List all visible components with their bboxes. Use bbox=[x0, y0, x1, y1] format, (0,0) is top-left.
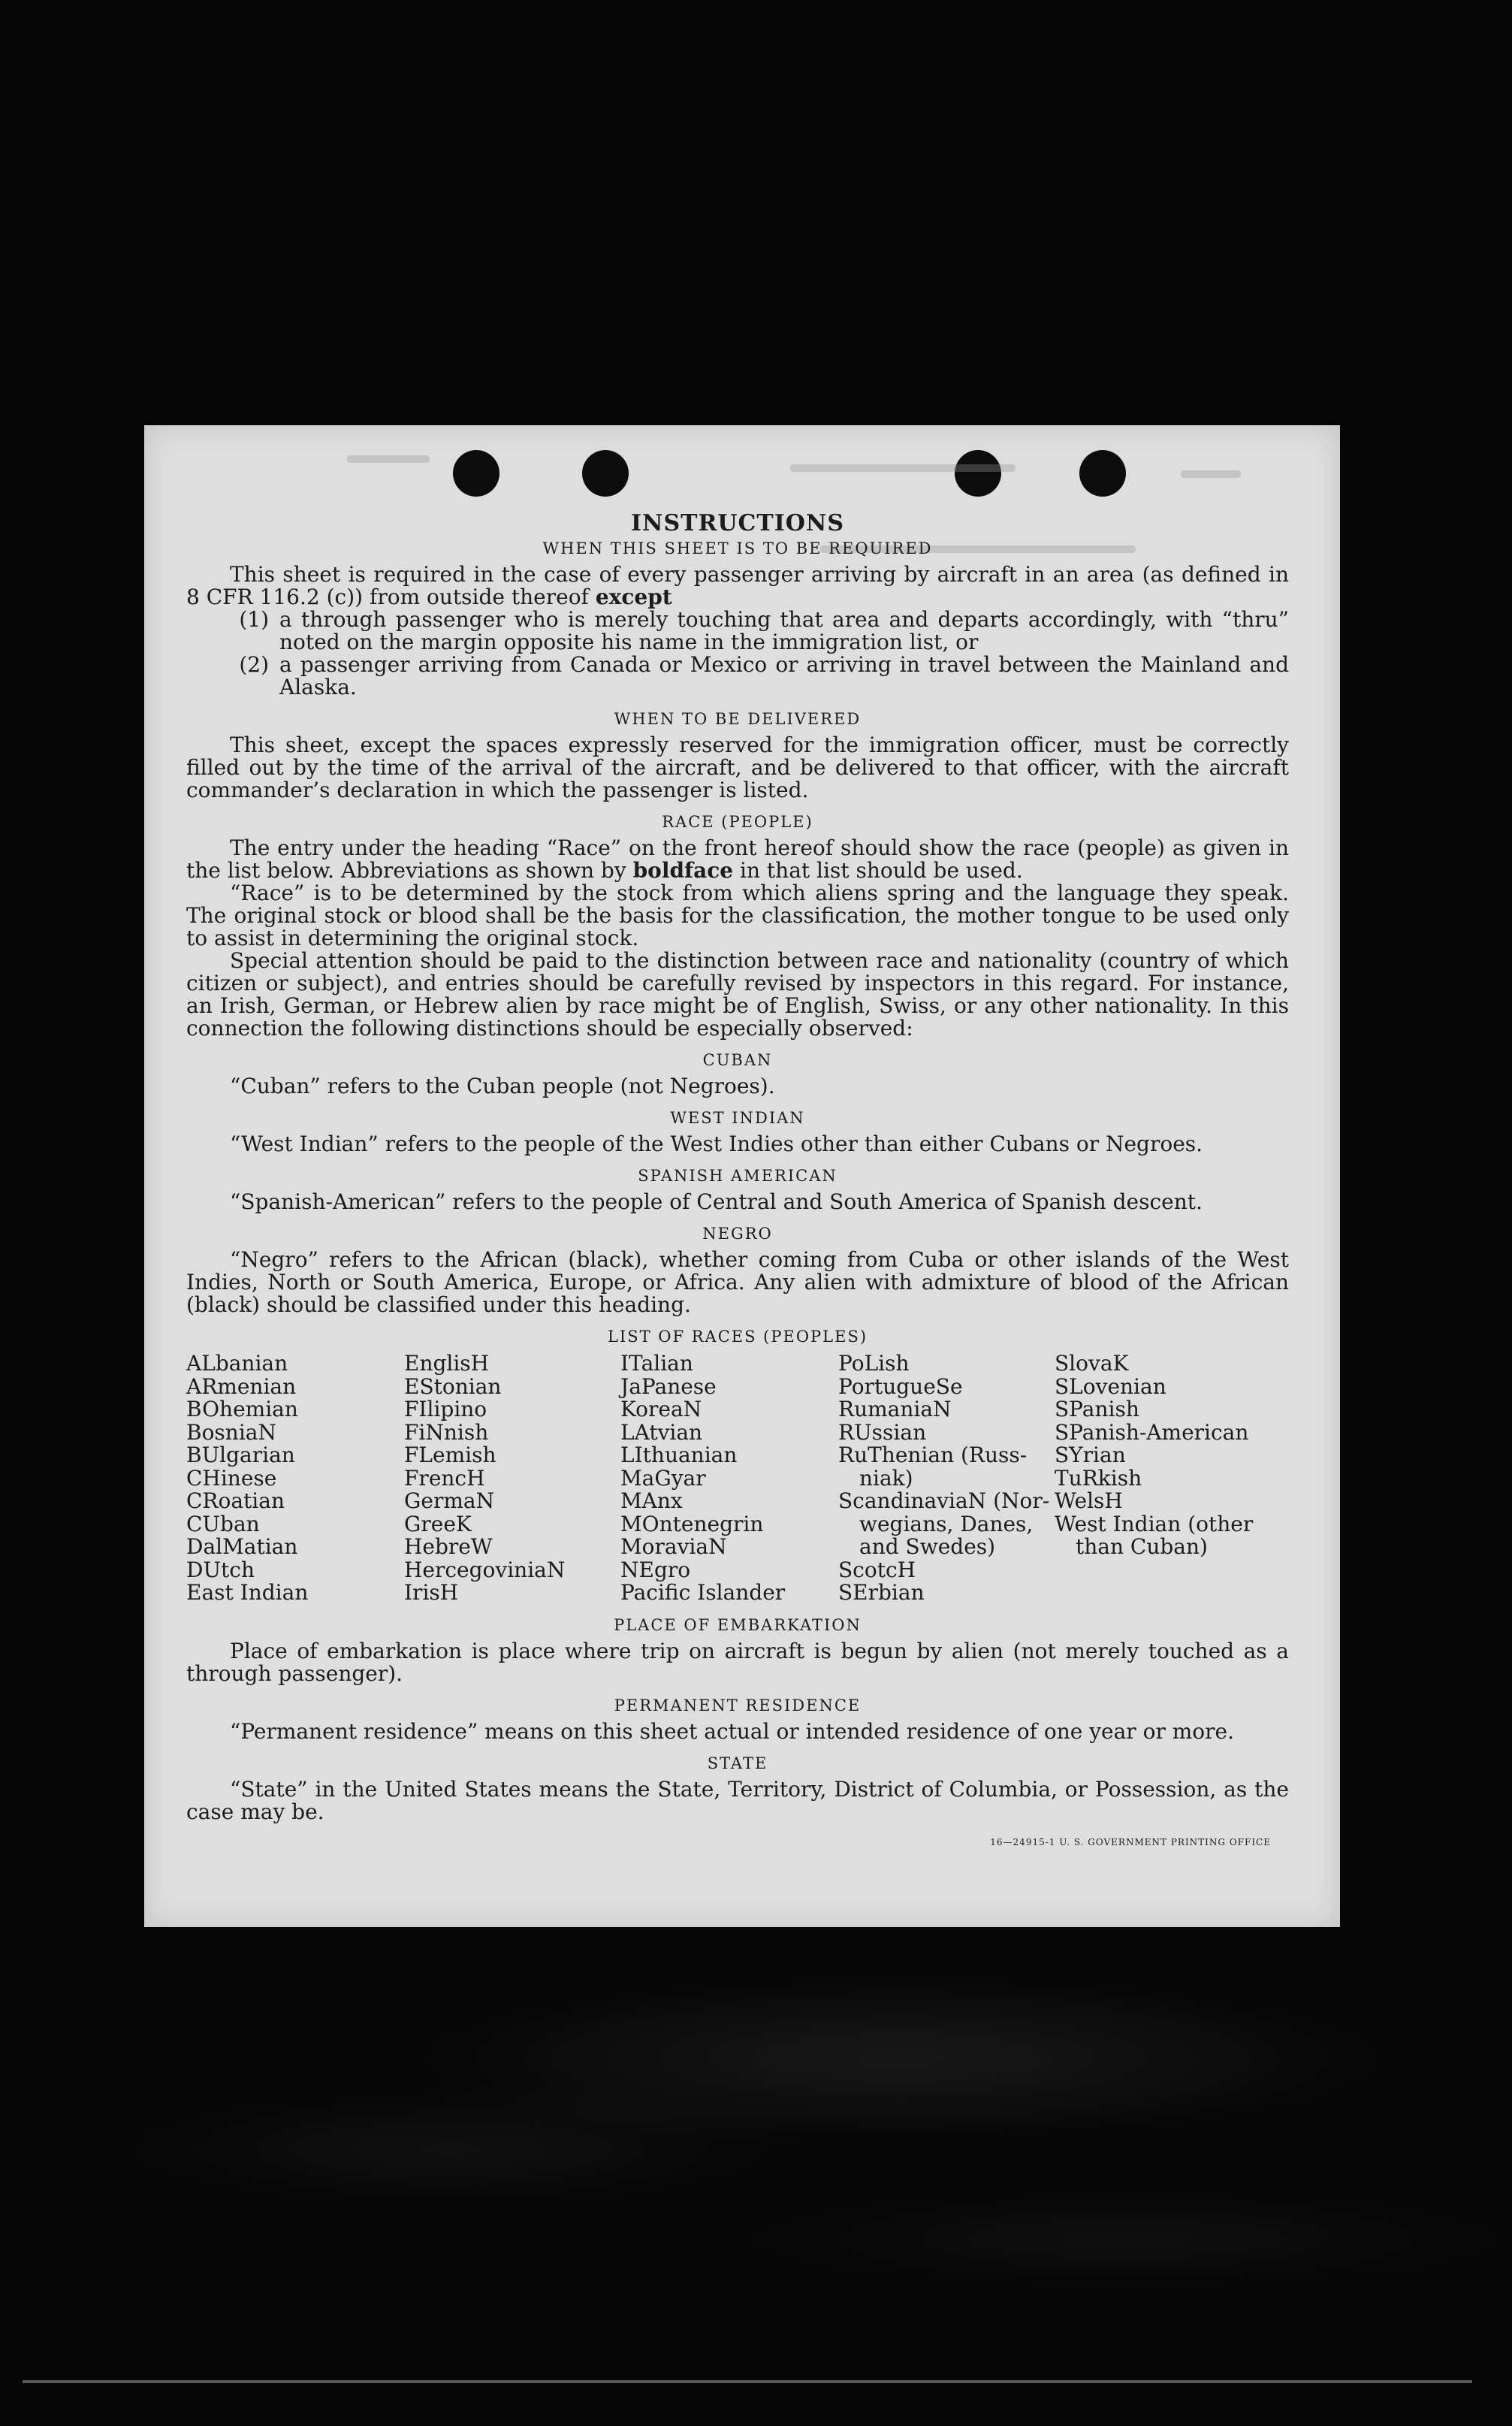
punch-hole bbox=[955, 450, 1001, 497]
race-entry: GreeK bbox=[404, 1511, 472, 1536]
paragraph: This sheet is required in the case of every passenger arriving by aircraft in an area (as defined in 8 CFR 116.2 (c)) from outside thereof except bbox=[186, 562, 1289, 609]
paragraph: This sheet, except the spaces expressly reserved for the immigration officer, must be correctly filled out by the time of the arrival of the aircraft, and be delivered to that officer, with the aircraft commander’s declaration in which the passenger is listed. bbox=[186, 733, 1289, 802]
list-item: (1) a through passenger who is merely touching that area and departs accordingly, with “thru” noted on the margin opposite his name in the immigration list, or bbox=[239, 607, 1289, 654]
race-entry: FrencH bbox=[404, 1465, 485, 1491]
race-entry: MOntenegrin bbox=[620, 1511, 764, 1536]
section-heading: RACE (PEOPLE) bbox=[662, 813, 813, 831]
paragraph: “Permanent residence” means on this sheet actual or intended residence of one year or more. bbox=[230, 1718, 1234, 1744]
bleed-through-mark bbox=[1181, 470, 1241, 478]
race-entry: WelsH bbox=[1055, 1488, 1123, 1513]
paragraph: “Cuban” refers to the Cuban people (not Negroes). bbox=[230, 1074, 775, 1098]
section-heading: LIST OF RACES (PEOPLES) bbox=[607, 1328, 868, 1346]
race-entry: SPanish bbox=[1055, 1397, 1139, 1421]
bleed-through-mark bbox=[790, 464, 1016, 472]
race-column bbox=[620, 1352, 838, 1605]
race-entry: BUlgarian bbox=[186, 1443, 295, 1467]
race-entry: niak) bbox=[859, 1465, 913, 1491]
race-entry: and Swedes) bbox=[859, 1534, 996, 1559]
paragraph: “Race” is to be determined by the stock from which aliens spring and the language they speak. The original stock or blood shall be the basis for the classification, the mother tongue to be used only to assist in determining the original stock. bbox=[186, 881, 1289, 950]
race-entry: East Indian bbox=[186, 1580, 309, 1605]
section-heading: SPANISH AMERICAN bbox=[638, 1167, 837, 1185]
race-entry: PoLish bbox=[838, 1351, 910, 1376]
race-entry: TuRkish bbox=[1055, 1465, 1142, 1491]
race-entry: RumaniaN bbox=[838, 1397, 952, 1421]
race-list bbox=[186, 1352, 1289, 1605]
race-entry: MoraviaN bbox=[620, 1534, 727, 1559]
section-heading: WHEN TO BE DELIVERED bbox=[614, 710, 862, 728]
race-entry: ScotcH bbox=[838, 1557, 916, 1582]
race-entry: CRoatian bbox=[186, 1488, 285, 1513]
race-column bbox=[1055, 1352, 1289, 1605]
paragraph: “State” in the United States means the State, Territory, District of Columbia, or Possession, as the case may be. bbox=[186, 1776, 1289, 1824]
page-title: INSTRUCTIONS bbox=[631, 510, 844, 536]
race-entry: FLemish bbox=[404, 1443, 496, 1467]
race-entry: SLovenian bbox=[1055, 1373, 1166, 1399]
race-entry: EStonian bbox=[404, 1373, 502, 1399]
race-column bbox=[838, 1352, 1055, 1605]
section-heading: PLACE OF EMBARKATION bbox=[614, 1615, 862, 1634]
instructions-text bbox=[186, 510, 1289, 1853]
document-page bbox=[144, 425, 1340, 1927]
race-entry: GermaN bbox=[404, 1488, 495, 1513]
race-column bbox=[404, 1352, 620, 1605]
race-entry: SPanish-American bbox=[1055, 1419, 1249, 1445]
race-entry: SErbian bbox=[838, 1580, 925, 1605]
race-entry: West Indian (other bbox=[1055, 1511, 1254, 1536]
punch-hole bbox=[1079, 450, 1126, 497]
paragraph: “West Indian” refers to the people of the West Indies other than either Cubans or Negroes. bbox=[230, 1131, 1203, 1156]
paragraph: Place of embarkation is place where trip on aircraft is begun by alien (not merely touched as a through passenger). bbox=[186, 1638, 1289, 1686]
section-heading: CUBAN bbox=[702, 1051, 773, 1069]
paragraph: “Negro” refers to the African (black), whether coming from Cuba or other islands of the West Indies, North or South America, Europe, or Africa. Any alien with admixture of blood of the African (black) should be classified under this heading. bbox=[186, 1247, 1289, 1317]
film-edge-line bbox=[23, 2380, 1472, 2383]
race-entry: EnglisH bbox=[404, 1351, 490, 1376]
race-entry: NEgro bbox=[620, 1557, 691, 1582]
race-column bbox=[186, 1352, 404, 1605]
race-entry: RUssian bbox=[838, 1419, 927, 1445]
section-heading: STATE bbox=[707, 1754, 768, 1772]
film-background-mottle bbox=[0, 1923, 1512, 2404]
paragraph: The entry under the heading “Race” on the front hereof should show the race (people) as given in the list below. Abbreviations as shown by boldface in that list should be used. bbox=[186, 835, 1289, 883]
race-entry: PortugueSe bbox=[838, 1373, 963, 1399]
race-entry: ScandinaviaN (Nor- bbox=[838, 1488, 1050, 1513]
race-entry: JaPanese bbox=[620, 1373, 717, 1399]
footer bbox=[186, 1823, 1289, 1853]
race-entry: ALbanian bbox=[186, 1351, 288, 1376]
bleed-through-mark bbox=[347, 455, 430, 463]
punch-hole bbox=[453, 450, 499, 497]
race-entry: DUtch bbox=[186, 1557, 255, 1582]
section-heading: PERMANENT RESIDENCE bbox=[614, 1696, 862, 1715]
list-item: (2) a passenger arriving from Canada or Mexico or arriving in travel between the Mainland and Alaska. bbox=[239, 652, 1289, 699]
race-entry: than Cuban) bbox=[1076, 1534, 1208, 1559]
race-entry: SlovaK bbox=[1055, 1351, 1129, 1376]
race-entry: DalMatian bbox=[186, 1534, 298, 1559]
paragraph: Special attention should be paid to the distinction between race and nationality (country of which citizen or subject), and entries should be carefully revised by inspectors in this regard. For instance, an Irish, German, or Hebrew alien by race might be of English, Swiss, or any other nationality. In this connection the following distinctions should be especially observed: bbox=[186, 948, 1289, 1041]
race-entry: RuThenian (Russ- bbox=[838, 1443, 1028, 1467]
race-entry: SYrian bbox=[1055, 1443, 1126, 1467]
race-entry: HebreW bbox=[404, 1534, 493, 1559]
race-entry: Pacific Islander bbox=[620, 1580, 786, 1605]
race-entry: LIthuanian bbox=[620, 1443, 738, 1467]
print-code: 16—24915-1 U. S. GOVERNMENT PRINTING OFFICE bbox=[990, 1836, 1271, 1847]
paragraph: “Spanish-American” refers to the people of Central and South America of Spanish descent. bbox=[230, 1189, 1203, 1214]
section-heading: WHEN THIS SHEET IS TO BE REQUIRED bbox=[542, 539, 933, 557]
race-entry: KoreaN bbox=[620, 1397, 702, 1421]
race-entry: HercegoviniaN bbox=[404, 1557, 566, 1582]
race-entry: CUban bbox=[186, 1511, 260, 1536]
race-entry: FIlipino bbox=[404, 1397, 487, 1421]
race-entry: ITalian bbox=[620, 1351, 693, 1376]
punch-hole bbox=[582, 450, 629, 497]
race-entry: MaGyar bbox=[620, 1465, 706, 1491]
race-entry: CHinese bbox=[186, 1465, 277, 1491]
race-entry: FiNnish bbox=[404, 1419, 489, 1445]
race-entry: IrisH bbox=[404, 1580, 459, 1605]
race-entry: BosniaN bbox=[186, 1419, 276, 1445]
race-entry: ARmenian bbox=[186, 1373, 297, 1399]
race-entry: MAnx bbox=[620, 1488, 683, 1513]
section-heading: NEGRO bbox=[702, 1225, 773, 1243]
race-entry: BOhemian bbox=[186, 1397, 298, 1421]
race-entry: wegians, Danes, bbox=[859, 1511, 1034, 1536]
section-heading: WEST INDIAN bbox=[670, 1109, 805, 1127]
race-entry: LAtvian bbox=[620, 1419, 703, 1445]
